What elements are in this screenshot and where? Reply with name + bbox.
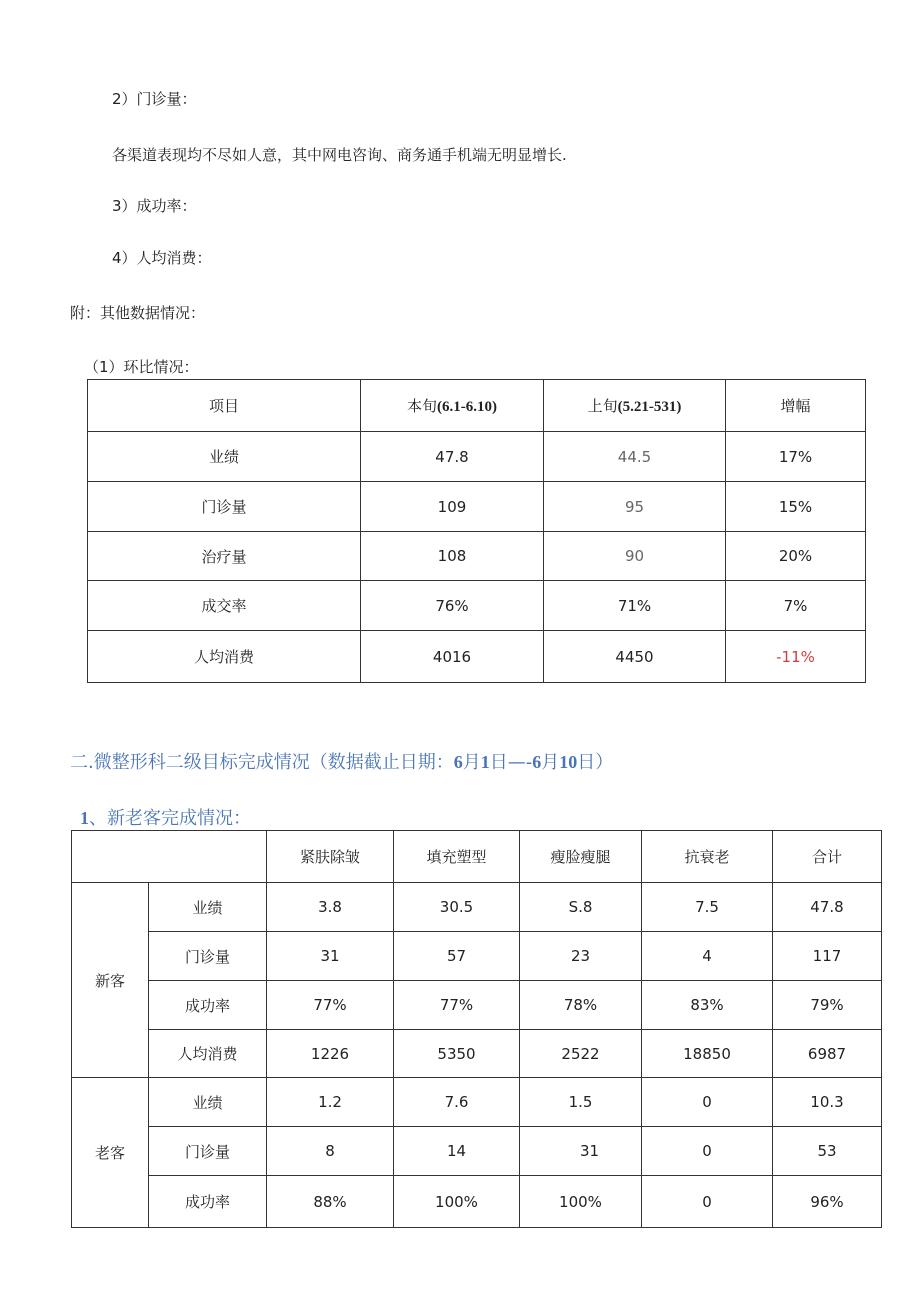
row-label: 成交率 (88, 581, 361, 631)
table-row (72, 1176, 882, 1228)
row-label: 业绩 (149, 883, 267, 932)
paragraph-mom-heading: （1）环比情况： (84, 358, 199, 376)
table-cell: 5350 (394, 1030, 520, 1078)
cell-current: 47.8 (361, 432, 544, 482)
table-row (72, 932, 882, 981)
table-cell: 100% (394, 1176, 520, 1228)
table-cell: 77% (267, 981, 394, 1030)
cell-previous: 4450 (544, 631, 726, 683)
table-cell: 30.5 (394, 883, 520, 932)
table-row (88, 432, 866, 482)
new-old-customer-table (71, 830, 882, 1228)
row-label: 业绩 (149, 1078, 267, 1127)
table-cell: 88% (267, 1176, 394, 1228)
table-row (72, 1127, 882, 1176)
table-cell: 79% (773, 981, 882, 1030)
table-cell: 3.8 (267, 883, 394, 932)
table-row (72, 1078, 882, 1127)
row-label: 成功率 (149, 981, 267, 1030)
table-cell: 6987 (773, 1030, 882, 1078)
row-label: 门诊量 (88, 482, 361, 532)
header-growth: 增幅 (726, 380, 866, 432)
row-label: 业绩 (88, 432, 361, 482)
header-category: 填充塑型 (394, 831, 520, 883)
paragraph-channel-summary: 各渠道表现均不尽如人意，其中网电咨询、商务通手机端无明显增长. (112, 146, 567, 164)
table-cell: 10.3 (773, 1078, 882, 1127)
row-label: 治疗量 (88, 532, 361, 581)
section-title-new-old-customers: 1、新老客完成情况： (80, 808, 251, 829)
paragraph-avg-spend-heading: 4）人均消费： (112, 249, 212, 267)
paragraph-success-rate-heading: 3）成功率： (112, 197, 197, 215)
section-title-secondary-goals: 二.微整形科二级目标完成情况（数据截止日期：6月1日—-6月10日） (70, 752, 614, 773)
group-label-old: 老客 (72, 1078, 149, 1228)
table-row (72, 981, 882, 1030)
table-cell: 117 (773, 932, 882, 981)
table-cell: 78% (520, 981, 642, 1030)
table-cell: 0 (642, 1127, 773, 1176)
table-cell: 1.5 (520, 1078, 642, 1127)
cell-previous: 44.5 (544, 432, 726, 482)
header-empty (72, 831, 267, 883)
table-header-row (72, 831, 882, 883)
table-row (72, 1030, 882, 1078)
paragraph-outpatient-heading: 2）门诊量： (112, 90, 197, 108)
table-cell: S.8 (520, 883, 642, 932)
table-cell: 14 (394, 1127, 520, 1176)
row-label: 门诊量 (149, 932, 267, 981)
cell-current: 108 (361, 532, 544, 581)
cell-previous: 90 (544, 532, 726, 581)
row-label: 人均消费 (149, 1030, 267, 1078)
table-cell: 2522 (520, 1030, 642, 1078)
table-header-row (88, 380, 866, 432)
table-cell: 83% (642, 981, 773, 1030)
header-total: 合计 (773, 831, 882, 883)
cell-current: 109 (361, 482, 544, 532)
row-label: 人均消费 (88, 631, 361, 683)
cell-previous: 95 (544, 482, 726, 532)
cell-growth: 17% (726, 432, 866, 482)
table-cell: 4 (642, 932, 773, 981)
paragraph-appendix-heading: 附：其他数据情况： (70, 304, 206, 322)
group-label-new: 新客 (72, 883, 149, 1078)
cell-growth: 20% (726, 532, 866, 581)
table-cell: 18850 (642, 1030, 773, 1078)
table-cell: 23 (520, 932, 642, 981)
table-row (88, 532, 866, 581)
header-previous: 上旬(5.21-531) (544, 380, 726, 432)
table-row (88, 482, 866, 532)
table-cell: 7.6 (394, 1078, 520, 1127)
row-label: 成功率 (149, 1176, 267, 1228)
table-cell: 7.5 (642, 883, 773, 932)
cell-growth: 7% (726, 581, 866, 631)
table-cell: 1226 (267, 1030, 394, 1078)
table-cell: 57 (394, 932, 520, 981)
header-item: 项目 (88, 380, 361, 432)
table-row (88, 581, 866, 631)
header-category: 紧肤除皱 (267, 831, 394, 883)
mom-comparison-table (87, 379, 866, 683)
table-cell: 31 (267, 932, 394, 981)
table-cell: 0 (642, 1176, 773, 1228)
table-cell: 47.8 (773, 883, 882, 932)
table-row (72, 883, 882, 932)
cell-current: 4016 (361, 631, 544, 683)
table-cell: 8 (267, 1127, 394, 1176)
table-row (88, 631, 866, 683)
header-category: 抗衰老 (642, 831, 773, 883)
table-cell: 0 (642, 1078, 773, 1127)
cell-growth: 15% (726, 482, 866, 532)
table-cell: 53 (773, 1127, 882, 1176)
row-label: 门诊量 (149, 1127, 267, 1176)
cell-growth: -11% (726, 631, 866, 683)
cell-current: 76% (361, 581, 544, 631)
table-cell: 77% (394, 981, 520, 1030)
table-cell: 31 (520, 1127, 642, 1176)
header-current: 本旬(6.1-6.10) (361, 380, 544, 432)
header-category: 瘦脸瘦腿 (520, 831, 642, 883)
table-cell: 1.2 (267, 1078, 394, 1127)
table-cell: 96% (773, 1176, 882, 1228)
cell-previous: 71% (544, 581, 726, 631)
table-cell: 100% (520, 1176, 642, 1228)
